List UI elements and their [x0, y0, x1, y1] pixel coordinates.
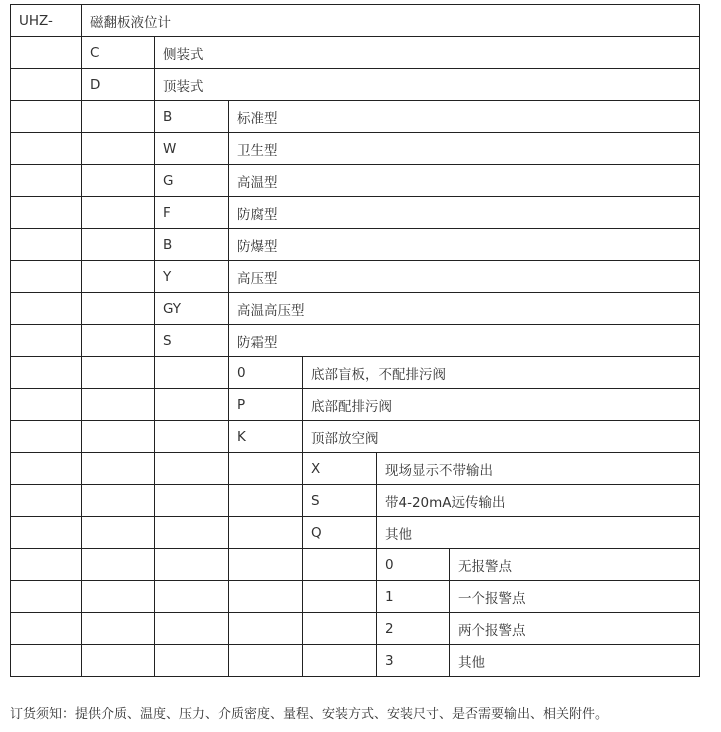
empty-cell	[11, 133, 82, 165]
option-code: P	[229, 389, 303, 421]
option-code: D	[82, 69, 155, 101]
empty-cell	[82, 165, 155, 197]
empty-cell	[229, 549, 303, 581]
empty-cell	[303, 581, 377, 613]
empty-cell	[11, 37, 82, 69]
option-description: 现场显示不带输出	[377, 453, 700, 485]
option-code: Q	[303, 517, 377, 549]
option-code: 0	[229, 357, 303, 389]
table-row	[11, 101, 700, 133]
empty-cell	[155, 581, 229, 613]
empty-cell	[229, 517, 303, 549]
empty-cell	[303, 549, 377, 581]
table-row	[11, 293, 700, 325]
empty-cell	[82, 197, 155, 229]
table-row	[11, 5, 700, 37]
empty-cell	[11, 229, 82, 261]
empty-cell	[11, 261, 82, 293]
option-code: B	[155, 229, 229, 261]
option-description: 高压型	[229, 261, 700, 293]
option-code: UHZ-	[11, 5, 82, 37]
empty-cell	[82, 645, 155, 677]
option-description: 顶部放空阀	[303, 421, 700, 453]
empty-cell	[82, 485, 155, 517]
option-description: 侧装式	[155, 37, 700, 69]
empty-cell	[82, 261, 155, 293]
option-description: 两个报警点	[450, 613, 700, 645]
table-row	[11, 37, 700, 69]
option-code: W	[155, 133, 229, 165]
option-code: X	[303, 453, 377, 485]
empty-cell	[303, 613, 377, 645]
option-code: B	[155, 101, 229, 133]
table-row	[11, 581, 700, 613]
table-body	[11, 5, 700, 677]
option-description: 防霜型	[229, 325, 700, 357]
empty-cell	[11, 421, 82, 453]
option-code: 3	[377, 645, 450, 677]
option-description: 带4-20mA远传输出	[377, 485, 700, 517]
table-row	[11, 165, 700, 197]
empty-cell	[303, 645, 377, 677]
option-description: 其他	[377, 517, 700, 549]
empty-cell	[11, 165, 82, 197]
table-row	[11, 69, 700, 101]
table-row	[11, 133, 700, 165]
empty-cell	[229, 645, 303, 677]
empty-cell	[82, 581, 155, 613]
empty-cell	[82, 293, 155, 325]
empty-cell	[82, 229, 155, 261]
empty-cell	[11, 581, 82, 613]
table-row	[11, 357, 700, 389]
empty-cell	[11, 485, 82, 517]
table-row	[11, 389, 700, 421]
table-row	[11, 645, 700, 677]
empty-cell	[82, 389, 155, 421]
empty-cell	[155, 613, 229, 645]
empty-cell	[229, 453, 303, 485]
empty-cell	[82, 101, 155, 133]
table-row	[11, 517, 700, 549]
empty-cell	[155, 517, 229, 549]
empty-cell	[229, 485, 303, 517]
option-description: 防腐型	[229, 197, 700, 229]
option-code: C	[82, 37, 155, 69]
empty-cell	[11, 613, 82, 645]
empty-cell	[11, 69, 82, 101]
empty-cell	[155, 485, 229, 517]
option-code: 0	[377, 549, 450, 581]
option-code: Y	[155, 261, 229, 293]
table-row	[11, 261, 700, 293]
empty-cell	[11, 389, 82, 421]
option-code: S	[303, 485, 377, 517]
empty-cell	[11, 453, 82, 485]
empty-cell	[155, 645, 229, 677]
empty-cell	[82, 613, 155, 645]
empty-cell	[82, 357, 155, 389]
option-description: 防爆型	[229, 229, 700, 261]
option-description: 卫生型	[229, 133, 700, 165]
empty-cell	[82, 517, 155, 549]
empty-cell	[155, 421, 229, 453]
empty-cell	[155, 357, 229, 389]
empty-cell	[155, 389, 229, 421]
empty-cell	[82, 325, 155, 357]
option-code: GY	[155, 293, 229, 325]
option-code: 1	[377, 581, 450, 613]
option-code: 2	[377, 613, 450, 645]
option-code: G	[155, 165, 229, 197]
empty-cell	[11, 357, 82, 389]
table-row	[11, 325, 700, 357]
empty-cell	[11, 517, 82, 549]
empty-cell	[155, 453, 229, 485]
table-row	[11, 549, 700, 581]
table-row	[11, 421, 700, 453]
table-row	[11, 485, 700, 517]
option-code: F	[155, 197, 229, 229]
empty-cell	[11, 197, 82, 229]
table-row	[11, 453, 700, 485]
empty-cell	[155, 549, 229, 581]
option-description: 顶装式	[155, 69, 700, 101]
empty-cell	[11, 101, 82, 133]
option-code: K	[229, 421, 303, 453]
empty-cell	[11, 293, 82, 325]
empty-cell	[82, 133, 155, 165]
table-row	[11, 229, 700, 261]
option-description: 底部配排污阀	[303, 389, 700, 421]
model-selection-table	[10, 4, 700, 677]
option-description: 标准型	[229, 101, 700, 133]
empty-cell	[229, 581, 303, 613]
empty-cell	[82, 421, 155, 453]
empty-cell	[82, 453, 155, 485]
empty-cell	[11, 325, 82, 357]
option-description: 磁翻板液位计	[82, 5, 700, 37]
empty-cell	[11, 549, 82, 581]
option-description: 高温高压型	[229, 293, 700, 325]
table-row	[11, 197, 700, 229]
empty-cell	[229, 613, 303, 645]
empty-cell	[11, 645, 82, 677]
empty-cell	[82, 549, 155, 581]
order-note: 订货须知：提供介质、温度、压力、介质密度、量程、安装方式、安装尺寸、是否需要输出、相关附件。	[10, 707, 609, 722]
option-description: 底部盲板，不配排污阀	[303, 357, 700, 389]
option-description: 其他	[450, 645, 700, 677]
option-code: S	[155, 325, 229, 357]
table-row	[11, 613, 700, 645]
option-description: 高温型	[229, 165, 700, 197]
option-description: 一个报警点	[450, 581, 700, 613]
option-description: 无报警点	[450, 549, 700, 581]
